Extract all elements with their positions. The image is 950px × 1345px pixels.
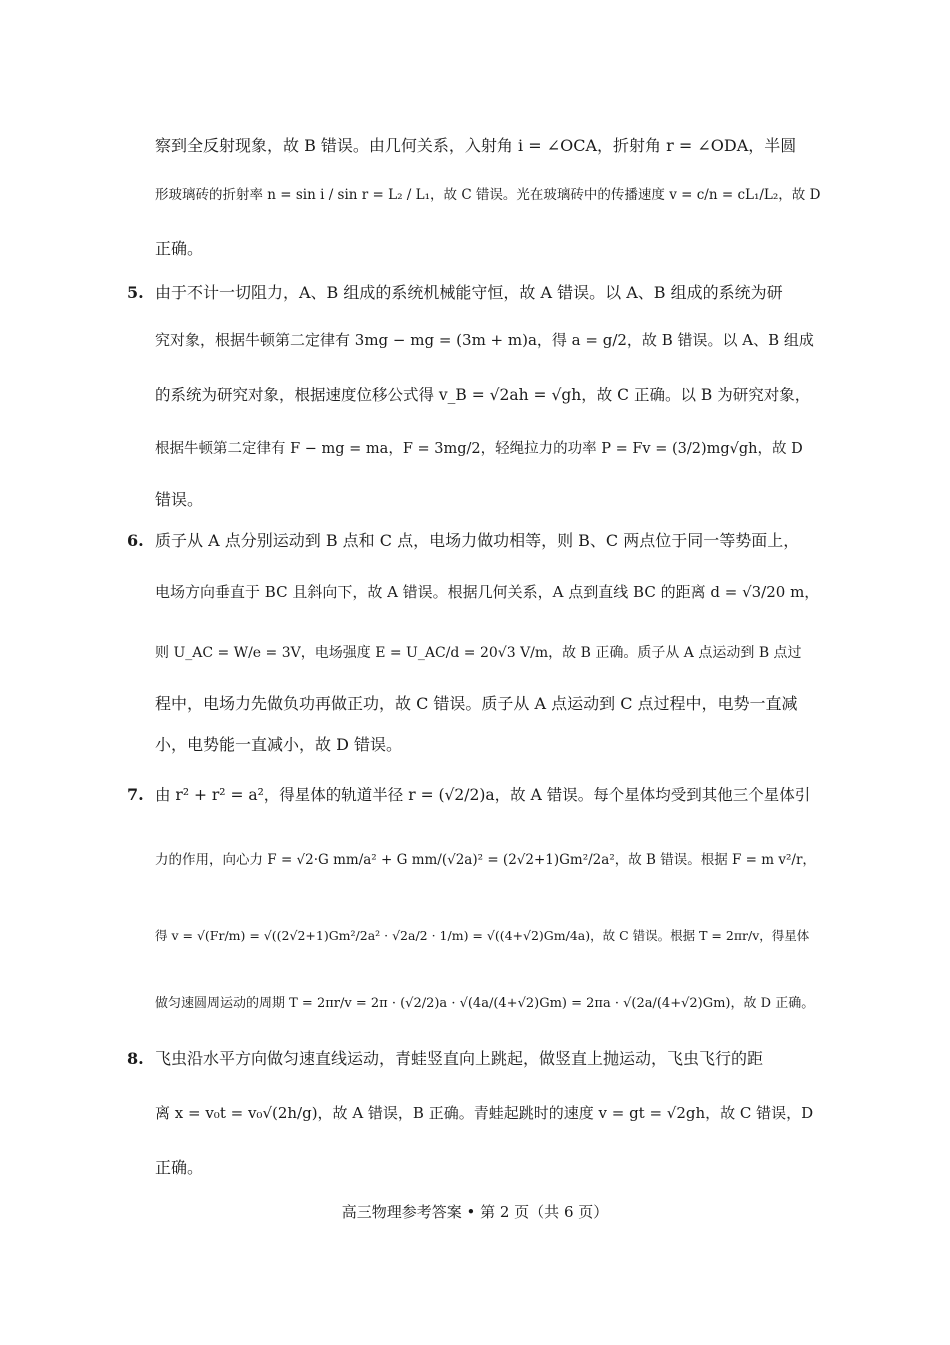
text-line: 飞虫沿水平方向做匀速直线运动，青蛙竖直向上跳起，做竖直上抛运动，飞虫飞行的距 — [155, 1049, 764, 1068]
item-number: 8. — [127, 1049, 144, 1068]
text-line: 质子从 A 点分别运动到 B 点和 C 点，电场力做功相等，则 B、C 两点位于同一等势面上， — [155, 531, 800, 550]
text-line: 察到全反射现象，故 B 错误。由几何关系，入射角 i = ∠OCA，折射角 r = ∠ODA，半圆 — [155, 136, 797, 155]
text-line: 正确。 — [155, 1158, 204, 1177]
text-line: 则 U_AC = W/e = 3V，电场强度 E = U_AC/d = 20√3 V/m，故 B 正确。质子从 A 点运动到 B 点过 — [155, 645, 802, 661]
item-number: 6. — [127, 531, 144, 550]
text-line: 由于不计一切阻力，A、B 组成的系统机械能守恒，故 A 错误。以 A、B 组成的系统为研 — [155, 283, 783, 302]
text-line: 力的作用，向心力 F = √2·G mm/a² + G mm/(√2a)² = (2√2+1)Gm²/2a²，故 B 错误。根据 F = m v²/r， — [155, 852, 816, 868]
text-line: 做匀速圆周运动的周期 T = 2πr/v = 2π · (√2/2)a · √(4a/(4+√2)Gm) = 2πa · √(2a/(4+√2)Gm)，故 D 正确。 — [155, 996, 815, 1011]
item-number: 7. — [127, 785, 144, 804]
text-line: 根据牛顿第二定律有 F − mg = ma，F = 3mg/2，轻绳拉力的功率 P = Fv = (3/2)mg√gh，故 D — [155, 441, 803, 457]
item-number: 5. — [127, 283, 144, 302]
text-line: 得 v = √(Fr/m) = √((2√2+1)Gm²/2a² · √2a/2 · 1/m) = √((4+√2)Gm/4a)，故 C 错误。根据 T = 2πr/v，得星体 — [155, 928, 810, 943]
text-line: 究对象，根据牛顿第二定律有 3mg − mg = (3m + m)a，得 a = g/2，故 B 错误。以 A、B 组成 — [155, 331, 814, 349]
text-line: 由 r² + r² = a²，得星体的轨道半径 r = (√2/2)a，故 A 错误。每个星体均受到其他三个星体引 — [155, 786, 811, 804]
text-line: 电场方向垂直于 BC 且斜向下，故 A 错误。根据几何关系，A 点到直线 BC 的距离 d = √3/20 m， — [155, 583, 820, 601]
text-line: 形玻璃砖的折射率 n = sin i / sin r = L₂ / L₁，故 C 错误。光在玻璃砖中的传播速度 v = c/n = cL₁/L₂，故 D — [155, 187, 821, 203]
page-footer: 高三物理参考答案 • 第 2 页（共 6 页） — [341, 1203, 609, 1221]
text-line: 离 x = v₀t = v₀√(2h/g)，故 A 错误，B 正确。青蛙起跳时的速度 v = gt = √2gh，故 C 错误，D — [155, 1104, 814, 1122]
text-line: 小，电势能一直减小，故 D 错误。 — [155, 735, 403, 754]
text-line: 错误。 — [155, 490, 204, 509]
text-line: 程中，电场力先做负功再做正功，故 C 错误。质子从 A 点运动到 C 点过程中，电势一直减 — [155, 694, 798, 713]
text-line: 正确。 — [155, 239, 204, 258]
text-line: 的系统为研究对象，根据速度位移公式得 v_B = √2ah = √gh，故 C 正确。以 B 为研究对象， — [155, 386, 811, 404]
